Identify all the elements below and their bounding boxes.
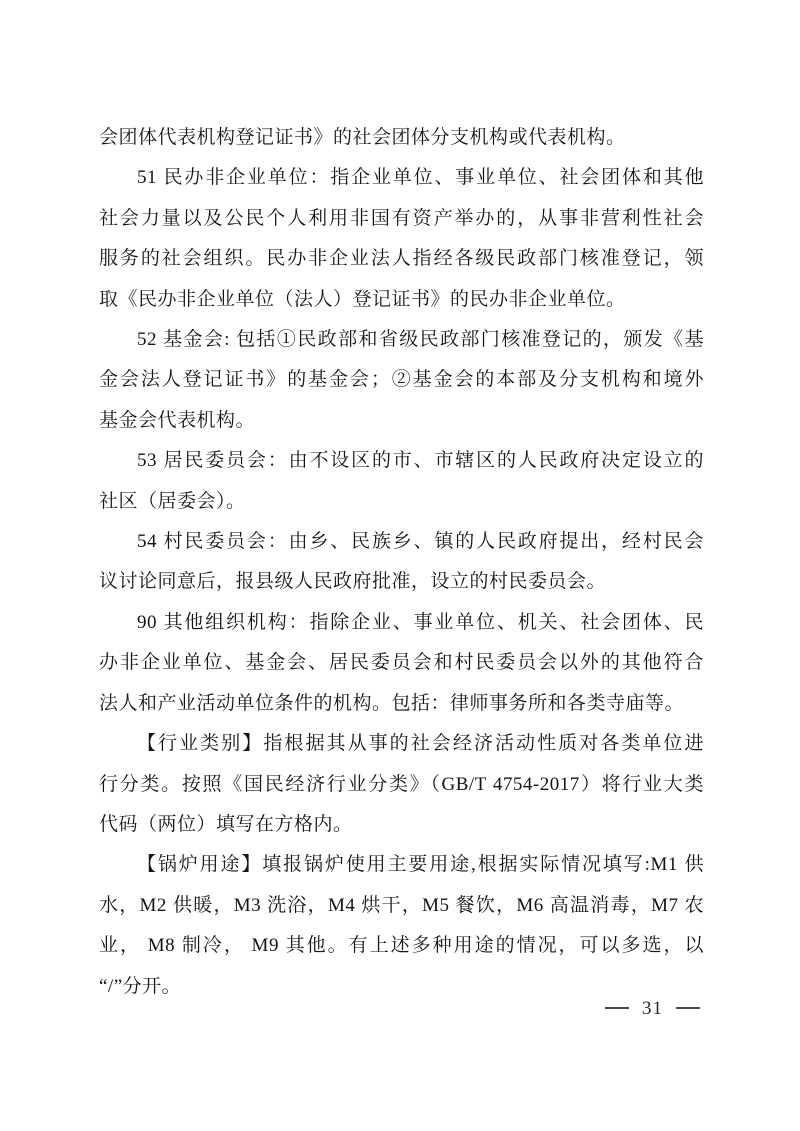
paragraph — [99, 441, 704, 522]
text-line: 服务的社会组织。民办非企业法人指经各级民政部门核准登记，领 — [99, 248, 704, 270]
text-line: 会团体代表机构登记证书》的社会团体分支机构或代表机构。 — [99, 127, 626, 148]
footer-dash-left-icon — [605, 1007, 629, 1009]
text-line: 水，M2 供暖，M3 洗浴，M4 烘干，M5 餐饮，M6 高温消毒，M7 农 — [99, 894, 704, 916]
footer-dash-right-icon — [676, 1007, 700, 1009]
paragraph — [99, 845, 704, 1007]
text-line: 【锅炉用途】填报锅炉使用主要用途,根据实际情况填写:M1 供 — [137, 854, 704, 876]
text-line: 基金会代表机构。 — [99, 409, 256, 431]
text-line: 取《民办非企业单位（法人）登记证书》的民办非企业单位。 — [99, 288, 626, 310]
page-number: 31 — [642, 998, 663, 1019]
text-line: 【行业类别】指根据其从事的社会经济活动性质对各类单位进 — [137, 733, 704, 755]
text-line: 53 居民委员会：由不设区的市、市辖区的人民政府决定设立的 — [137, 450, 704, 472]
text-line: 52 基金会: 包括①民政部和省级民政部门核准登记的，颁发《基 — [137, 329, 704, 351]
paragraph — [99, 320, 704, 441]
text-line: 社会力量以及公民个人利用非国有资产举办的，从事非营利性社会 — [99, 207, 704, 229]
text-line: 社区（居委会）。 — [99, 490, 246, 512]
text-line: 办非企业单位、基金会、居民委员会和村民委员会以外的其他符合 — [99, 652, 704, 674]
text-line: 54 村民委员会：由乡、民族乡、镇的人民政府提出，经村民会 — [137, 531, 704, 553]
text-line: 业， M8 制冷， M9 其他。有上述多种用途的情况，可以多选，以 — [99, 935, 704, 957]
paragraph — [99, 118, 704, 158]
text-line: 行分类。按照《国民经济行业分类》（GB/T 4754-2017）将行业大类 — [99, 773, 704, 795]
text-line: 法人和产业活动单位条件的机构。包括：律师事务所和各类寺庙等。 — [99, 692, 685, 714]
text-line: 金会法人登记证书》的基金会；②基金会的本部及分支机构和境外 — [99, 369, 704, 391]
paragraph — [99, 522, 704, 603]
text-block — [99, 118, 704, 1007]
paragraph — [99, 724, 704, 845]
text-line: 51 民办非企业单位：指企业单位、事业单位、社会团体和其他 — [137, 167, 704, 189]
text-line: “/”分开。 — [99, 975, 182, 997]
paragraph — [99, 158, 704, 320]
text-line: 代码（两位）填写在方格内。 — [99, 813, 353, 835]
page-footer — [99, 996, 700, 1022]
text-line: 90 其他组织机构：指除企业、事业单位、机关、社会团体、民 — [137, 611, 704, 633]
paragraph — [99, 603, 704, 724]
text-line: 议讨论同意后，报县级人民政府批准，设立的村民委员会。 — [99, 571, 607, 593]
